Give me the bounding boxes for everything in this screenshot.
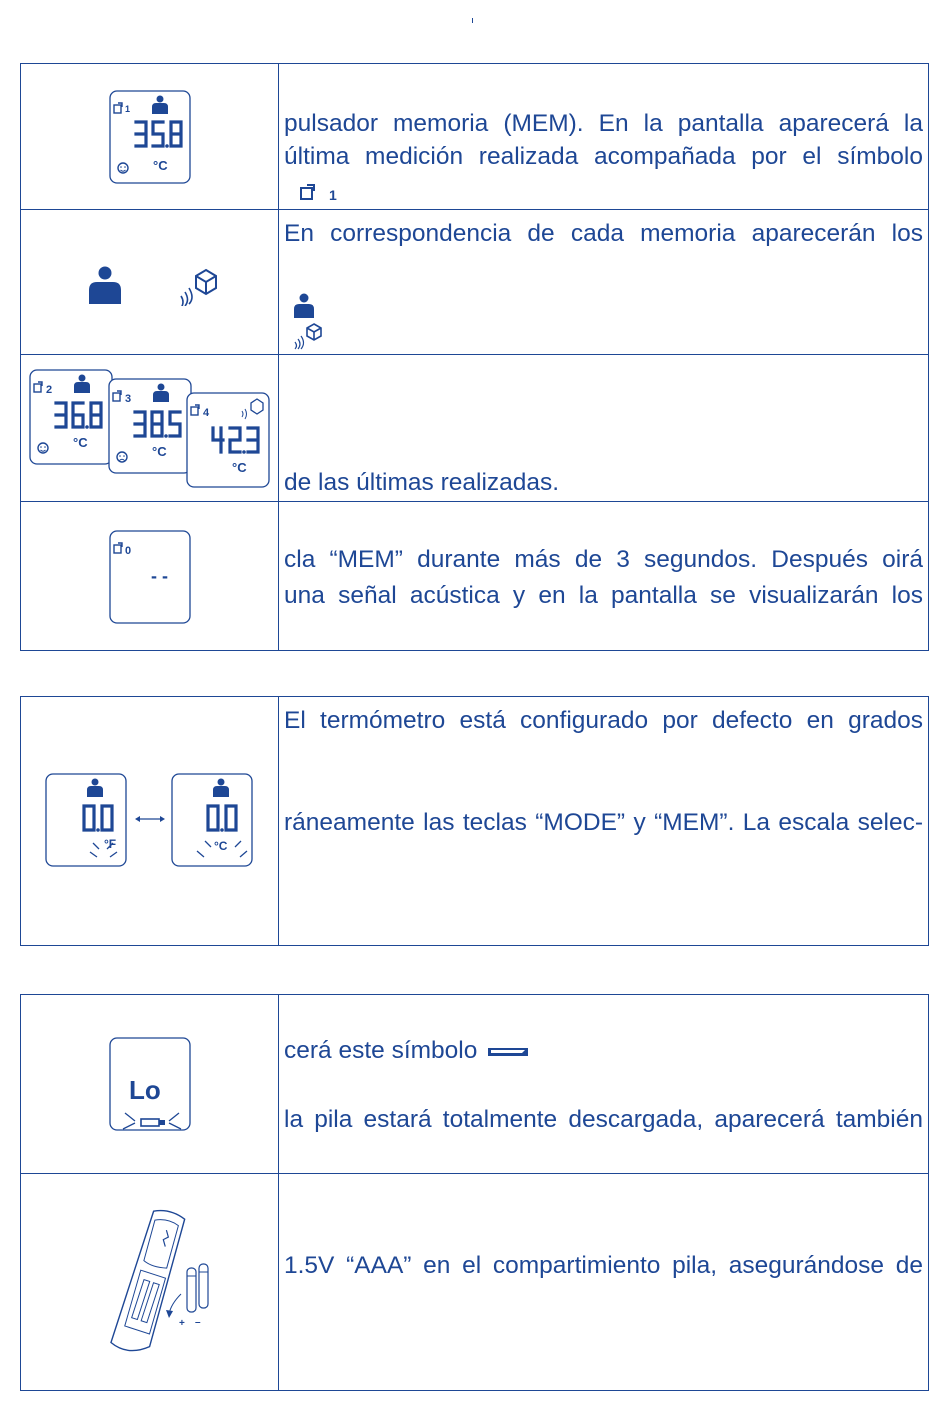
unit-switch-illustration	[45, 773, 255, 869]
unit-text-cell	[279, 697, 929, 946]
text-line: de las últimas realizadas.	[284, 469, 560, 496]
smiley-icon	[118, 163, 128, 173]
lcd-display-memory-4	[187, 393, 269, 487]
text-line: última medición realizada acompañada por el símbolo	[284, 143, 923, 170]
memory-slot-label: 4	[203, 407, 210, 419]
table-row	[21, 697, 929, 946]
multi-display-cell	[21, 355, 279, 502]
text-line	[284, 1036, 923, 1066]
memory-icon	[114, 103, 122, 113]
unit-label: °C	[214, 839, 228, 853]
low-battery-display-cell	[21, 995, 279, 1174]
text-line: ráneamente las teclas “MODE” y “MEM”. La escala selec-	[284, 809, 923, 836]
memory-icon	[301, 185, 314, 199]
table-row	[21, 64, 929, 210]
text-line: cla “MEM” durante más de 3 segundos. Después oirá	[284, 546, 923, 573]
unit-label: °C	[152, 444, 167, 459]
text-line: 1.5V “AAA” en el compartimiento pila, asegurándose de	[284, 1252, 923, 1279]
person-icon	[87, 266, 123, 306]
table-row	[21, 355, 929, 502]
minus-label: –	[195, 1317, 201, 1328]
memory-symbol-inline	[299, 182, 339, 204]
multi-display-text-cell	[279, 355, 929, 502]
memory-slot-label: 0	[125, 545, 132, 557]
table-row	[21, 502, 929, 651]
unit-switch-cell	[21, 697, 279, 946]
memory-display-cell	[21, 64, 279, 210]
plus-label: +	[179, 1318, 185, 1329]
memory-table	[20, 63, 929, 651]
memory-slot-label: 1	[329, 187, 337, 203]
unit-label: °C	[232, 460, 247, 475]
double-arrow-icon	[135, 816, 165, 822]
battery-insert-text-cell	[279, 1174, 929, 1391]
unit-label: °F	[104, 837, 117, 851]
lcd-display-low-battery	[109, 1037, 191, 1131]
table-row	[21, 1174, 929, 1391]
low-battery-text-cell	[279, 995, 929, 1174]
memory-slot-label: 3	[125, 393, 132, 405]
memory-slot-label: 2	[46, 384, 53, 396]
low-battery-icon	[484, 1044, 532, 1060]
reading-digits	[136, 122, 181, 148]
reading-dashes: - -	[151, 566, 168, 586]
text-line: En correspondencia de cada memoria aparecerán los	[284, 220, 923, 247]
memory-displays-illustration	[29, 369, 273, 489]
low-battery-icon	[123, 1113, 181, 1129]
lcd-display-celsius	[172, 774, 252, 866]
cleared-memory-cell	[21, 502, 279, 651]
lcd-display-fahrenheit	[46, 774, 126, 866]
memory-slot-label: 1	[125, 104, 131, 114]
lcd-display-memory-3	[109, 379, 191, 473]
icons-cell	[21, 210, 279, 355]
text-line: El termómetro está configurado por defecto en grados	[284, 707, 923, 734]
object-scan-icon	[292, 322, 324, 350]
battery-compartment-illustration	[91, 1204, 221, 1366]
lcd-display-memory-1	[109, 90, 191, 184]
person-icon	[292, 293, 316, 319]
text-line: la pila estará totalmente descargada, aparecerá también	[284, 1106, 923, 1133]
unit-label: °C	[73, 435, 88, 450]
page-mark	[472, 18, 473, 23]
table-row	[21, 210, 929, 355]
reading-lo: Lo	[129, 1075, 161, 1105]
battery-table	[20, 994, 929, 1391]
aaa-batteries	[187, 1264, 208, 1312]
unit-table	[20, 696, 929, 946]
object-scan-icon	[176, 266, 220, 306]
cleared-memory-text-cell	[279, 502, 929, 651]
memory-text-cell	[279, 64, 929, 210]
text-line: pulsador memoria (MEM). En la pantalla aparecerá la	[284, 110, 923, 137]
text-line: una señal acústica y en la pantalla se visualizarán los	[284, 582, 923, 609]
icons-text-cell	[279, 210, 929, 355]
battery-insert-cell	[21, 1174, 279, 1391]
lcd-display-memory-0	[109, 530, 191, 624]
text-line-content: cerá este símbolo	[284, 1037, 478, 1064]
unit-label: °C	[153, 158, 168, 173]
person-icon	[152, 96, 168, 115]
table-row	[21, 995, 929, 1174]
lcd-display-memory-2	[30, 370, 112, 464]
